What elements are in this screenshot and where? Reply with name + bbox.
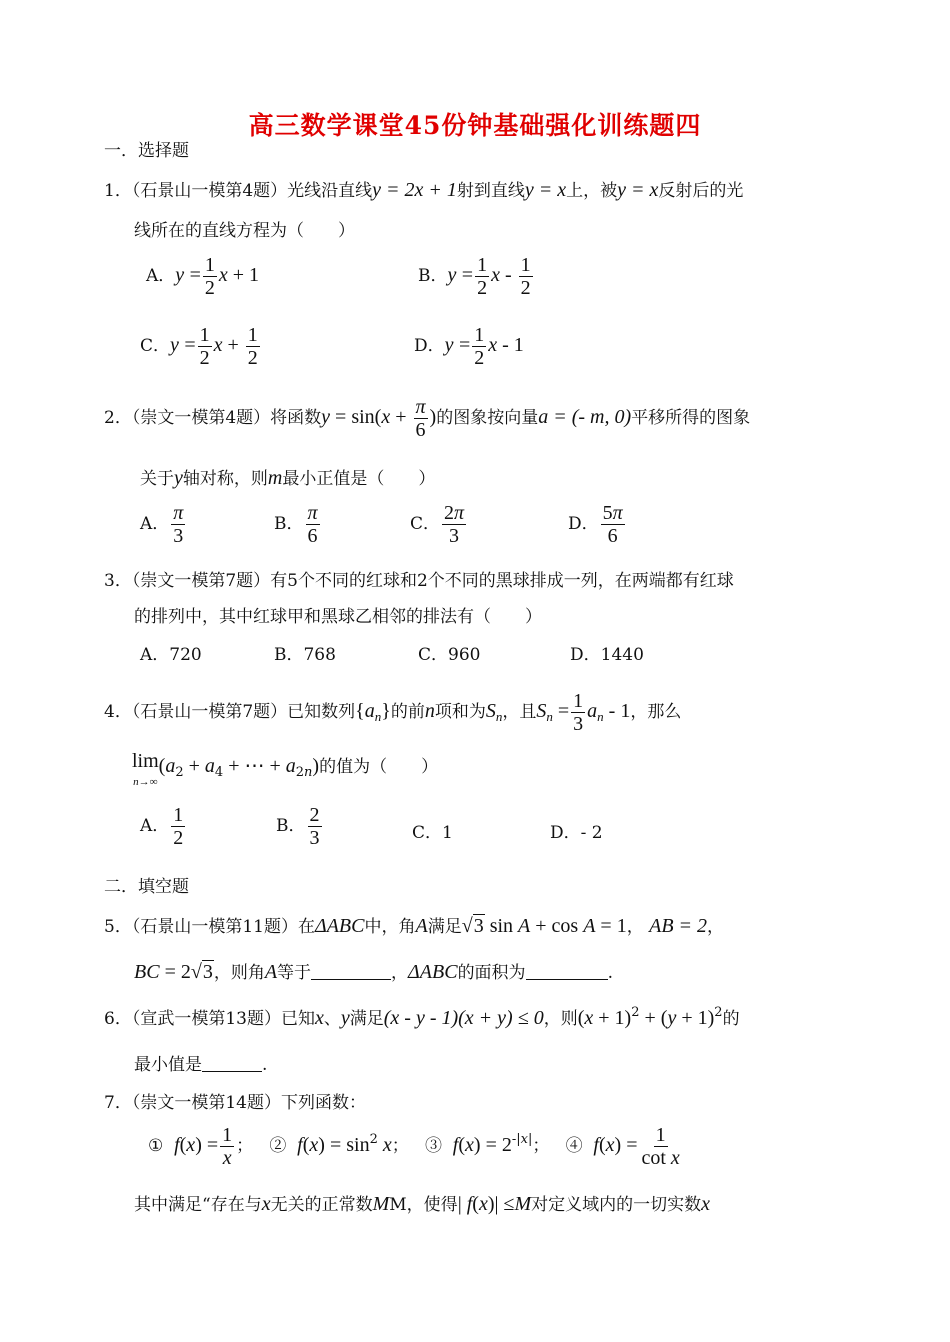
page-title: 高三数学课堂45份钟基础强化训练题四 <box>248 111 702 140</box>
question-6-line-2: 最小值是 . <box>134 1055 268 1075</box>
question-2-option-a: A． $\frac{\pi}{3}$ <box>140 502 184 547</box>
question-7-condition: 其中满足“存在与x无关的正常数MM，使得| f(x)| ≤M对定义域内的一切实数x <box>134 1193 711 1215</box>
answer-blank-min[interactable] <box>202 1055 262 1072</box>
question-2-line-1: 2．（崇文一模第4题）将函数y = sin(x + $\frac{\pi}{6}$ )的图象按向量a = (- m, 0)平移所得的图象 <box>104 396 751 441</box>
question-4-option-b: B． $\frac{2}{3}$ <box>276 804 320 849</box>
question-1-line-1: 1．（石景山一模第4题）光线沿直线y = 2x + 1射到直线y = x上，被y = x反射后的光 <box>104 179 744 201</box>
answer-blank-angle[interactable] <box>311 963 391 980</box>
question-1-option-c: C．y = $\frac{1}{2}$ x + $\frac{1}{2}$ <box>140 324 258 369</box>
answer-blank-area[interactable] <box>526 963 608 980</box>
question-6-line-1: 6．（宣武一模第13题）已知x、y满足(x - y - 1)(x + y) ≤ 0，则$(x + 1)^2 + (y + 1)^2$的 <box>104 1005 740 1029</box>
question-3-option-d: D．1440 <box>570 645 644 665</box>
question-3-option-a: A．720 <box>140 645 202 665</box>
question-3-option-b: B．768 <box>274 645 336 665</box>
section-choice-heading: 一．选择题 <box>104 141 189 161</box>
question-7-functions: ① f(x) = $\frac{1}{x}$ ； ② $f(x) = \sin^2 x$； ③ $f(x) = 2^{-|x|}$； ④ f(x) = $\frac{1}{\text{cot x}}$ <box>148 1124 680 1169</box>
question-1-line-2: 线所在的直线方程为（ ） <box>134 221 355 241</box>
question-2-option-c: C． $\frac{2\pi}{3}$ <box>410 502 465 547</box>
question-1-option-d: D．y = $\frac{1}{2}$ x - 1 <box>414 324 524 369</box>
question-3-line-1: 3．（崇文一模第7题）有5个不同的红球和2个不同的黑球排成一列，在两端都有红球 <box>104 571 734 591</box>
question-3-option-c: C．960 <box>418 645 481 665</box>
question-4-option-d: D．- 2 <box>550 823 603 843</box>
question-3-line-2: 的排列中，其中红球甲和黑球乙相邻的排法有（ ） <box>134 607 542 627</box>
question-4-line-1: 4．（石景山一模第7题）已知数列$\{a_n\}$的前n项和为$S_n$，且$S_n$ = $\frac{1}{3}$ $a_n - 1$，那么 <box>104 690 682 735</box>
question-4-option-a: A． $\frac{1}{2}$ <box>140 804 184 849</box>
question-2-option-b: B． $\frac{\pi}{6}$ <box>274 502 318 547</box>
question-5-line-2: BC = 2√3，则角A等于 ，ΔABC的面积为 . <box>134 961 613 983</box>
question-1-option-a: A．y = $\frac{1}{2}$ x + 1 <box>146 254 260 299</box>
question-4-line-2: lim $n\to\infty(a_2 + a_4$ + ⋯ + $a_{2n}$)的值为（ ） <box>132 750 439 788</box>
question-2-line-2: 关于y轴对称，则m最小正值是（ ） <box>140 467 436 489</box>
section-fill-heading: 二．填空题 <box>104 877 189 897</box>
question-7-line-1: 7．（崇文一模第14题）下列函数： <box>104 1093 366 1113</box>
question-4-option-c: C．1 <box>412 823 453 843</box>
question-2-option-d: D． $\frac{5\pi}{6}$ <box>568 502 623 547</box>
question-5-line-1: 5．（石景山一模第11题）在ΔABC中，角A满足√3 sin A + cos A = 1， AB = 2， <box>104 915 725 937</box>
question-1-option-b: B．y = $\frac{1}{2}$ x - $\frac{1}{2}$ <box>418 254 531 299</box>
